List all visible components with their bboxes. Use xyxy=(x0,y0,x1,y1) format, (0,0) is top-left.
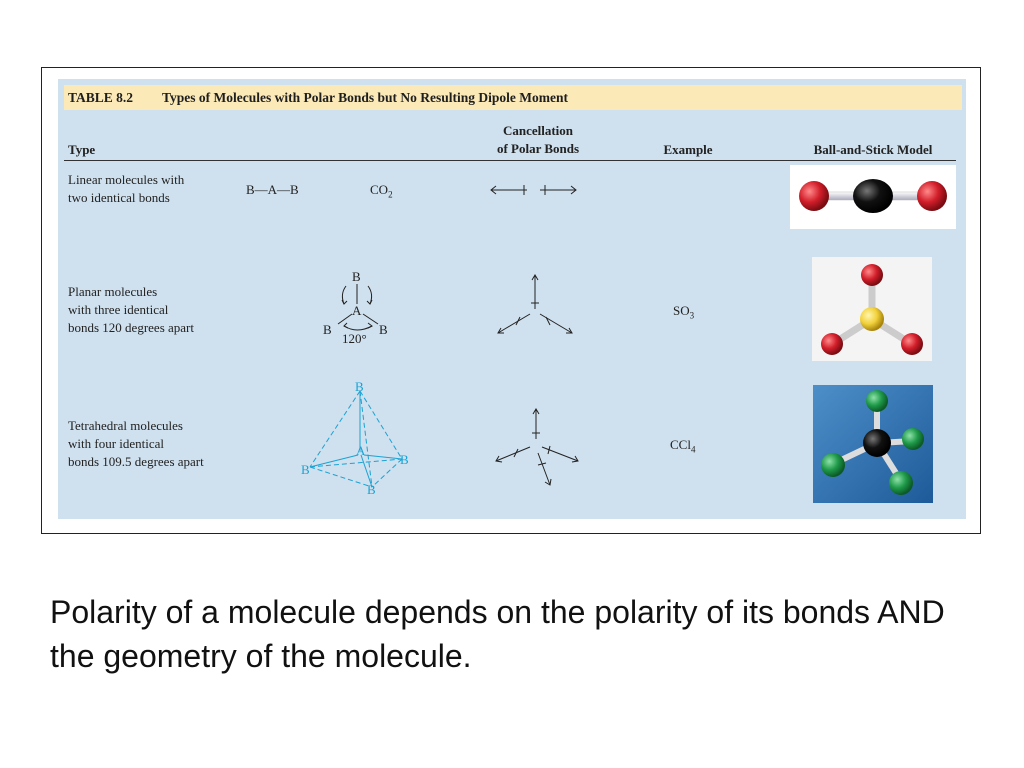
header-type: Type xyxy=(68,142,96,157)
table-title-bar xyxy=(64,85,962,110)
table-frame xyxy=(41,67,981,534)
row3-label-b-right: B xyxy=(400,452,409,467)
row2-label-b-left: B xyxy=(323,322,332,337)
row3-type-line2: with four identical xyxy=(68,436,165,451)
row2-type-line1: Planar molecules xyxy=(68,284,158,299)
so3-ball-stick-model xyxy=(812,257,932,361)
row3-label-b-bottom: B xyxy=(367,482,376,497)
row3-label-b-left: B xyxy=(301,462,310,477)
row2-type-line2: with three identical xyxy=(68,302,169,317)
row1-type-line2: two identical bonds xyxy=(68,190,170,205)
row3-tetrahedral-diagram xyxy=(298,379,428,504)
row1-example-inline: $CO_2$ xyxy=(370,182,393,200)
row3-type-line1: Tetrahedral molecules xyxy=(68,418,183,433)
header-cancellation-line2: of Polar Bonds xyxy=(496,141,580,156)
co2-ball-stick-model xyxy=(790,165,956,229)
header-rule xyxy=(64,160,956,161)
table-panel xyxy=(58,79,966,519)
caption-text: Polarity of a molecule depends on the polarity of its bonds AND the geometry of the molecule. xyxy=(50,594,945,674)
row2-cancellation-arrows xyxy=(488,271,578,343)
row2-label-a: A xyxy=(352,303,362,318)
header-example: Example xyxy=(663,142,713,157)
row1-type-line1: Linear molecules with xyxy=(68,172,185,187)
row2-example: $SO_3$ xyxy=(673,303,695,321)
row2-trigonal-diagram xyxy=(328,274,398,339)
row1-formula: B—A—B xyxy=(246,182,299,197)
row3-cancellation-arrows xyxy=(488,405,588,490)
table-title: Types of Molecules with Polar Bonds but No Resulting Dipole Moment xyxy=(162,90,569,105)
row3-example: CCl$_4$ xyxy=(670,437,696,455)
header-model: Ball-and-Stick Model xyxy=(813,142,933,157)
ccl4-ball-stick-model xyxy=(813,385,933,503)
row3-type-line3: bonds 109.5 degrees apart xyxy=(68,454,204,469)
row2-type-line3: bonds 120 degrees apart xyxy=(68,320,194,335)
header-cancellation-line1: Cancellation xyxy=(502,123,574,138)
row2-label-b-right: B xyxy=(379,322,388,337)
row3-label-a: A xyxy=(356,443,366,458)
row2-angle-label: 120° xyxy=(342,331,367,346)
row1-cancellation-arrows xyxy=(488,183,583,197)
row3-label-b-top: B xyxy=(355,379,364,394)
row2-label-b-top: B xyxy=(352,269,361,284)
table-number: TABLE 8.2 xyxy=(68,90,134,105)
